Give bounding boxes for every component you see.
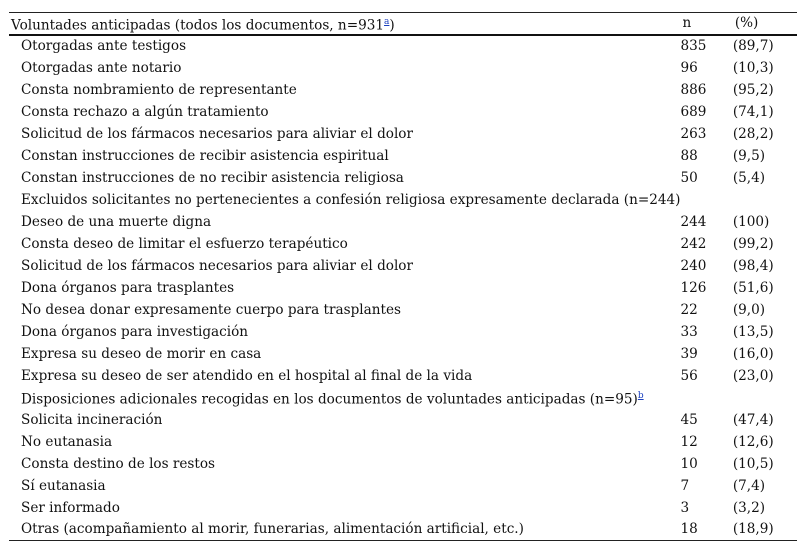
row-pct: (13,5) (732, 323, 774, 340)
row-label (9, 79, 680, 101)
row-label-text: Solicitud de los fármacos necesarios para aliviar el dolor (21, 257, 413, 274)
row-pct: (51,6) (732, 279, 774, 296)
table-row (9, 409, 797, 431)
table-row (9, 299, 797, 321)
row-label-text: Dona órganos para trasplantes (21, 279, 235, 296)
row-pct: (47,4) (732, 411, 774, 428)
row-label (9, 365, 680, 387)
table-row (9, 277, 797, 299)
row-label-text: No eutanasia (21, 433, 113, 450)
row-label-text: Constan instrucciones de recibir asistencia espiritual (21, 147, 389, 164)
row-label-text: Excluidos solicitantes no pertenecientes a confesión religiosa expresamente declarada (n=244) (21, 191, 681, 208)
table-row (9, 365, 797, 387)
results-table-container (9, 12, 797, 541)
table-row (9, 255, 797, 277)
row-pct: (3,2) (732, 499, 766, 516)
table-row (9, 57, 797, 79)
row-pct: (10,5) (732, 455, 774, 472)
table-row (9, 189, 797, 211)
header-title-close: ) (389, 17, 395, 34)
row-label (9, 277, 680, 299)
row-label-text: Otorgadas ante testigos (21, 38, 187, 55)
row-pct: (16,0) (732, 345, 774, 362)
table-row (9, 453, 797, 475)
row-pct: (95,2) (732, 81, 774, 98)
row-label-text: Expresa su deseo de ser atendido en el hospital al final de la vida (21, 367, 473, 384)
row-label (9, 497, 680, 519)
row-pct: (74,1) (732, 103, 774, 120)
row-n: 45 (680, 411, 698, 428)
row-label (9, 409, 680, 431)
row-label (9, 189, 680, 211)
row-label (9, 475, 680, 497)
row-n: 244 (680, 213, 707, 230)
row-n: 886 (680, 81, 707, 98)
table-header-row (9, 13, 797, 35)
row-label (9, 57, 680, 79)
table-row (9, 497, 797, 519)
table-row (9, 233, 797, 255)
header-title (9, 13, 680, 35)
row-label-text: Expresa su deseo de morir en casa (21, 345, 262, 362)
table-row (9, 519, 797, 541)
table-row (9, 321, 797, 343)
row-n (680, 189, 732, 211)
row-pct: (18,9) (733, 519, 797, 541)
row-n: 33 (680, 323, 698, 340)
header-pct: (%) (733, 13, 797, 35)
table-row (9, 431, 797, 453)
row-label-text: Solicita incineración (21, 411, 163, 428)
row-label (9, 387, 680, 409)
row-label-text: No desea donar expresamente cuerpo para trasplantes (21, 301, 401, 318)
header-title-text: Voluntades anticipadas (todos los documentos, n=931 (11, 17, 385, 34)
row-label (9, 299, 680, 321)
row-label-text: Otorgadas ante notario (21, 59, 182, 76)
row-label-text: Deseo de una muerte digna (21, 213, 212, 230)
row-label (9, 167, 680, 189)
row-label-text: Consta destino de los restos (21, 455, 216, 472)
row-n: 263 (680, 125, 707, 142)
row-label-text: Consta nombramiento de representante (21, 81, 297, 98)
row-n: 835 (680, 38, 707, 55)
row-n: 50 (680, 169, 698, 186)
row-n: 3 (680, 499, 690, 516)
row-label-text: Constan instrucciones de no recibir asistencia religiosa (21, 169, 404, 186)
row-n: 22 (680, 301, 698, 318)
row-n: 56 (680, 367, 698, 384)
row-label (9, 233, 680, 255)
row-n: 240 (680, 257, 707, 274)
row-pct (733, 189, 797, 211)
row-label (9, 101, 680, 123)
row-label (9, 255, 680, 277)
table-row (9, 79, 797, 101)
row-n: 242 (680, 235, 707, 252)
table-row (9, 387, 797, 409)
row-pct: (23,0) (732, 367, 774, 384)
row-label (9, 343, 680, 365)
row-n (680, 387, 732, 409)
row-pct: (7,4) (732, 477, 766, 494)
row-label (9, 431, 680, 453)
footnote-a-link[interactable]: a (384, 17, 390, 27)
table-row (9, 211, 797, 233)
row-label (9, 519, 680, 541)
row-pct: (99,2) (732, 235, 774, 252)
row-pct: (28,2) (732, 125, 774, 142)
row-n: 12 (680, 433, 698, 450)
table-row (9, 35, 797, 57)
row-n: 39 (680, 345, 698, 362)
row-pct: (9,5) (732, 147, 766, 164)
row-label-text: Disposiciones adicionales recogidas en los documentos de voluntades anticipadas (n=95) (21, 391, 638, 408)
table-body (9, 35, 797, 541)
row-label (9, 145, 680, 167)
row-pct: (12,6) (732, 433, 774, 450)
table-row (9, 101, 797, 123)
footnote-b-link[interactable]: b (637, 391, 644, 402)
row-label-text: Solicitud de los fármacos necesarios para aliviar el dolor (21, 125, 413, 142)
row-n: 126 (680, 279, 707, 296)
table-row (9, 475, 797, 497)
row-pct (733, 387, 797, 409)
table-row (9, 167, 797, 189)
row-n: 18 (680, 519, 732, 541)
row-pct: (9,0) (732, 301, 766, 318)
row-label (9, 453, 680, 475)
row-pct: (100) (732, 213, 770, 230)
row-pct: (89,7) (732, 38, 774, 55)
row-label-text: Otras (acompañamiento al morir, funerarias, alimentación artificial, etc.) (21, 521, 524, 538)
row-label (9, 123, 680, 145)
table-row (9, 145, 797, 167)
row-n: 96 (680, 59, 698, 76)
row-n: 689 (680, 103, 707, 120)
row-n: 7 (680, 477, 690, 494)
row-pct: (5,4) (732, 169, 766, 186)
row-label-text: Consta deseo de limitar el esfuerzo terapéutico (21, 235, 348, 252)
row-label-text: Sí eutanasia (21, 477, 106, 494)
row-label (9, 35, 680, 57)
row-n: 88 (680, 147, 698, 164)
table-row (9, 123, 797, 145)
row-label-text: Ser informado (21, 499, 120, 516)
table-row (9, 343, 797, 365)
row-n: 10 (680, 455, 698, 472)
row-label-text: Dona órganos para investigación (21, 323, 249, 340)
row-pct: (10,3) (732, 59, 774, 76)
results-table (9, 12, 797, 541)
row-pct: (98,4) (732, 257, 774, 274)
row-label-text: Consta rechazo a algún tratamiento (21, 103, 269, 120)
header-n: n (680, 13, 732, 35)
row-label (9, 211, 680, 233)
row-label (9, 321, 680, 343)
